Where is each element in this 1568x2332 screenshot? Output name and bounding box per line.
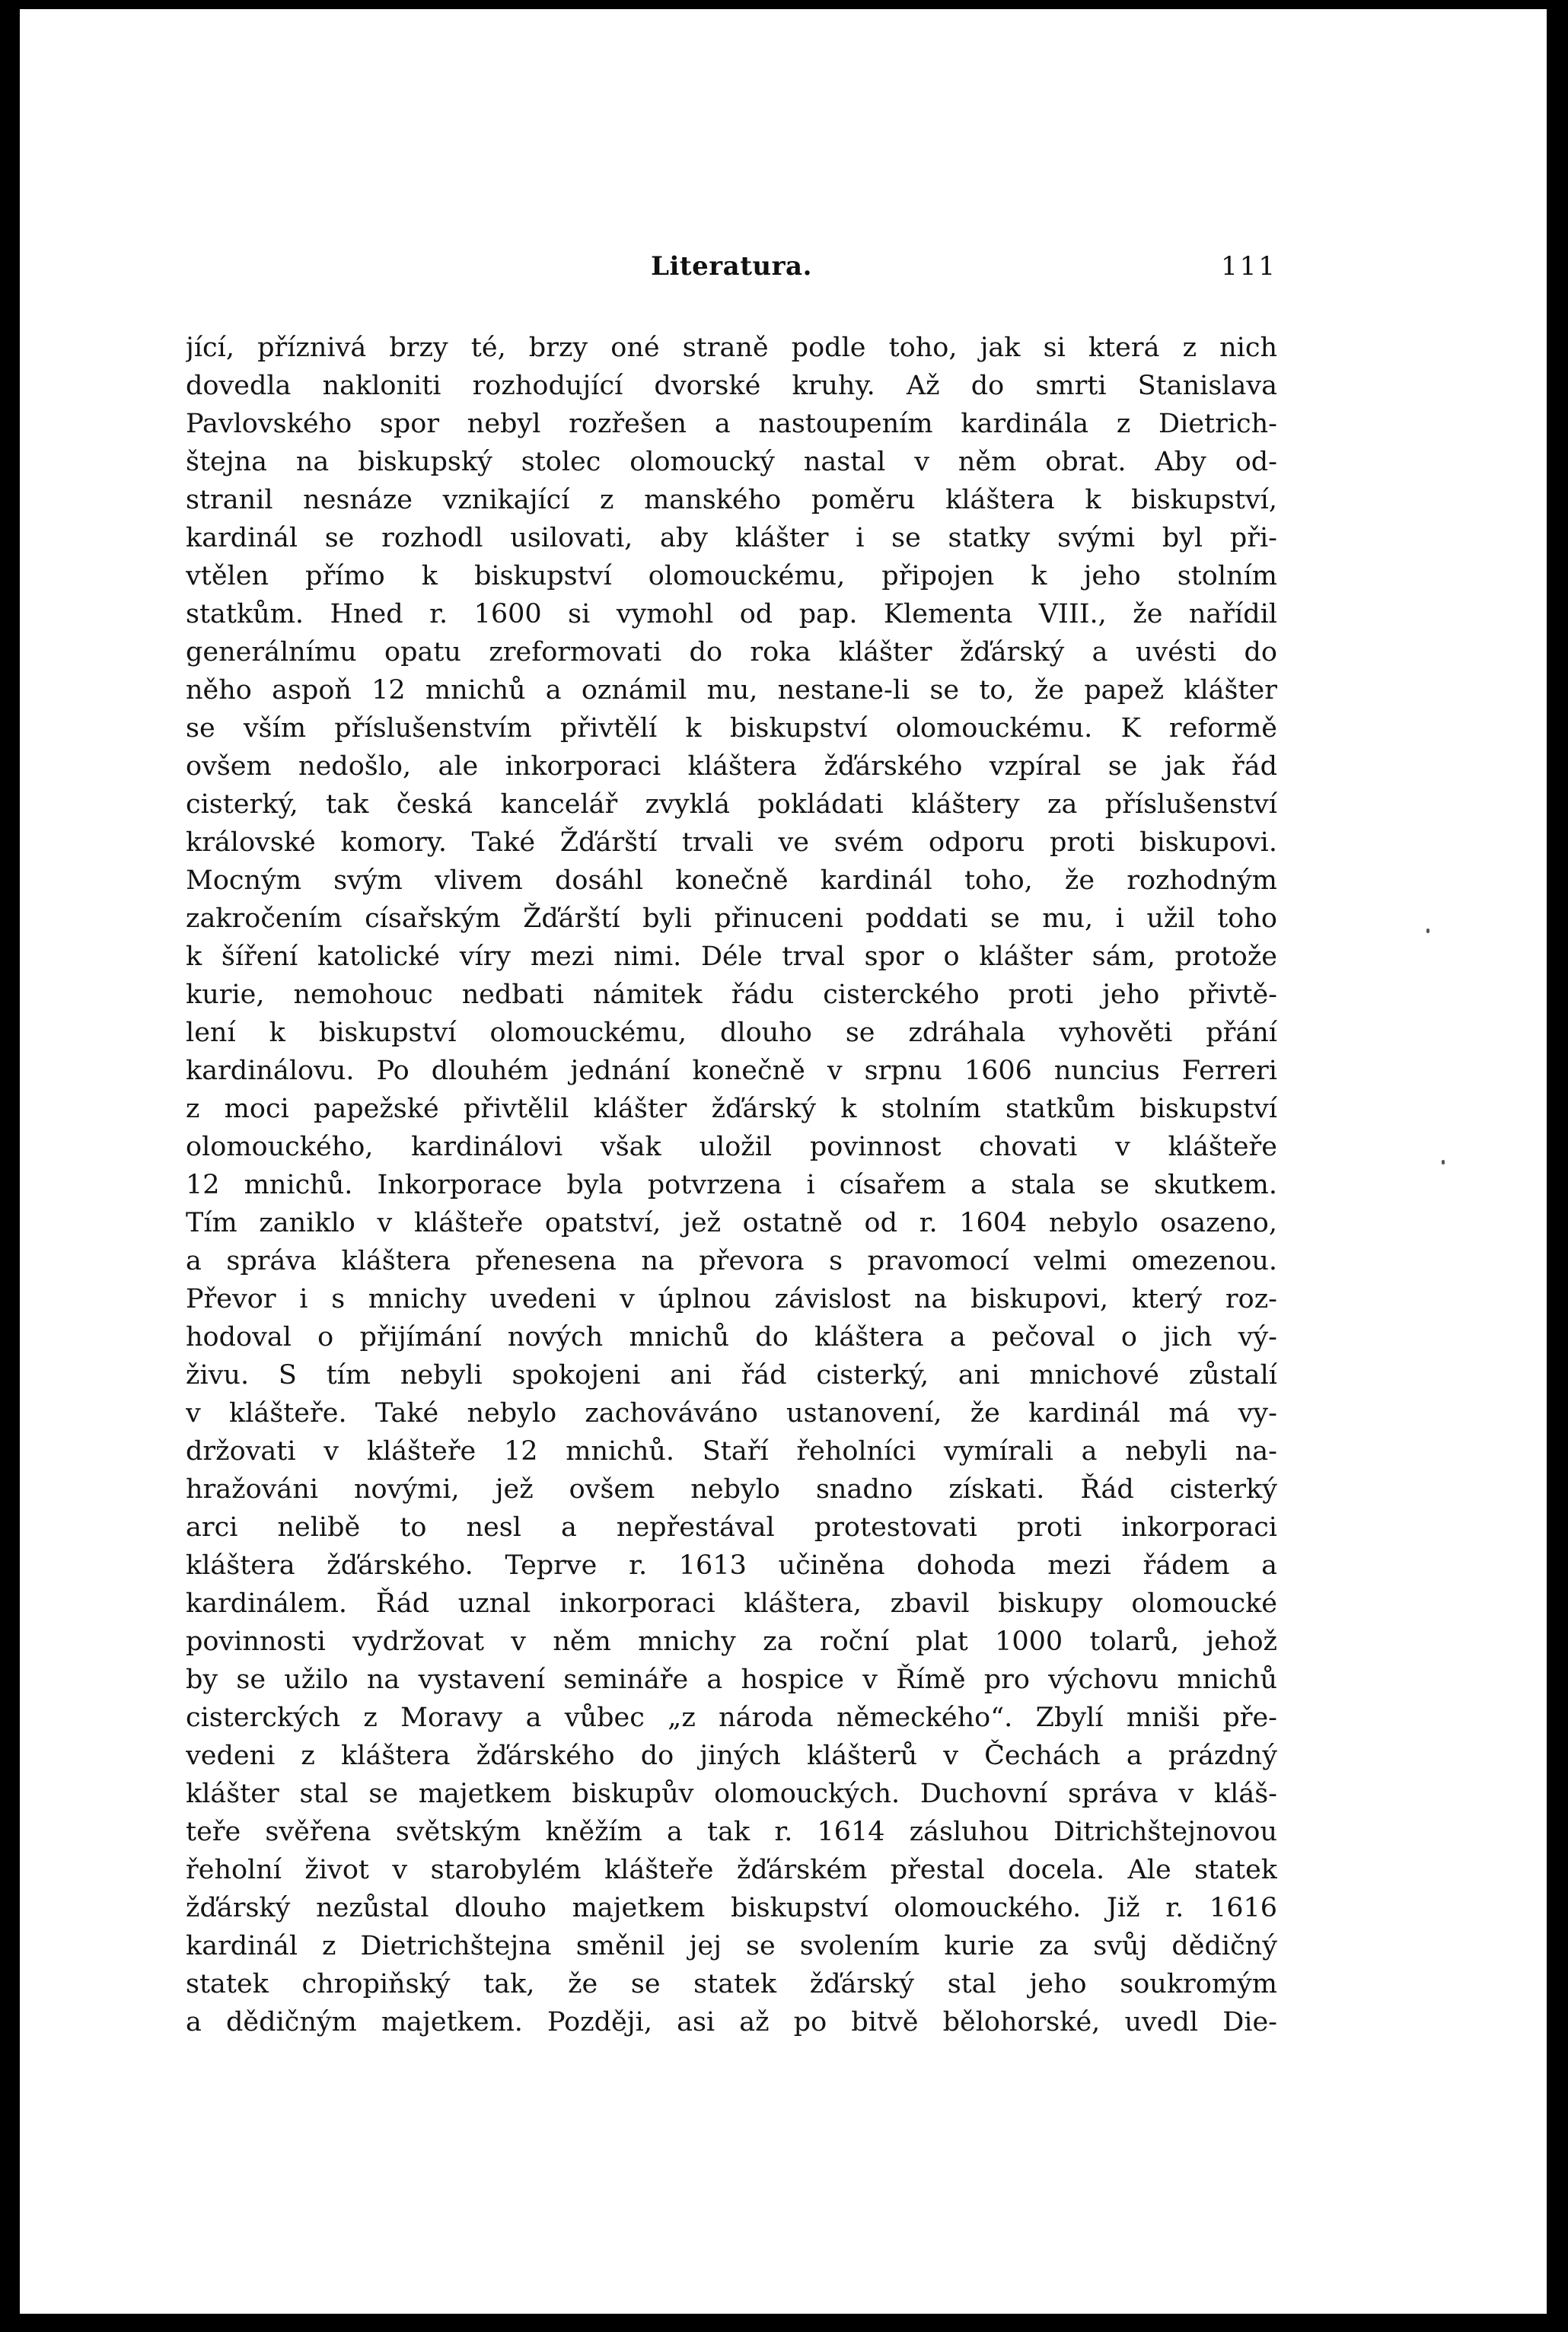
text-line: lení k biskupství olomouckému, dlouho se zdráhala vyhověti přání [186,1018,1277,1048]
text-line: a správa kláštera přenesena na převora s pravomocí velmi omezenou. [186,1246,1277,1276]
text-line: Mocným svým vlivem dosáhl konečně kardinál toho, že rozhodným [186,865,1277,896]
text-line: povinnosti vydržovat v něm mnichy za roční plat 1000 tolarů, jehož [186,1626,1277,1657]
text-line: statek chropiňský tak, že se statek žďárský stal jeho soukromým [186,1969,1277,1999]
text-line: vedeni z kláštera žďárského do jiných klášterů v Čechách a prázdný [186,1741,1277,1771]
text-line: Pavlovského spor nebyl rozřešen a nastoupením kardinála z Dietrich- [186,409,1277,439]
text-line: něho aspoň 12 mnichů a oznámil mu, nestane-li se to, že papež klášter [186,675,1277,706]
text-line: generálnímu opatu zreformovati do roka klášter žďárský a uvésti do [186,637,1277,667]
text-line: kláštera žďárského. Teprve r. 1613 učiněna dohoda mezi řádem a [186,1550,1277,1581]
book-page [9,9,1551,2314]
running-head [186,251,1277,297]
text-line: k šíření katolické víry mezi nimi. Déle trval spor o klášter sám, protože [186,941,1277,972]
text-line: teře svěřena světským kněžím a tak r. 1614 zásluhou Ditrichštejnovou [186,1817,1277,1847]
text-line: kardinálem. Řád uznal inkorporaci kláštera, zbavil biskupy olomoucké [186,1588,1277,1619]
text-line: z moci papežské přivtělil klášter žďárský k stolním statkům biskupství [186,1094,1277,1124]
text-line: arci nelibě to nesl a nepřestával protestovati proti inkorporaci [186,1512,1277,1543]
text-line: kardinál z Dietrichštejna směnil jej se svolením kurie za svůj dědičný [186,1931,1277,1961]
body-text [186,329,1277,2041]
text-line: štejna na biskupský stolec olomoucký nastal v něm obrat. Aby od- [186,447,1277,477]
page-number: 111 [1221,251,1277,282]
text-line: kurie, nemohouc nedbati námitek řádu cisterckého proti jeho přivtě- [186,980,1277,1010]
text-line: hodoval o přijímání nových mnichů do kláštera a pečoval o jich vý- [186,1322,1277,1352]
running-title: Literatura. [651,251,812,282]
text-line: hražováni novými, jež ovšem nebylo snadno získati. Řád cisterký [186,1474,1277,1505]
text-line: by se užilo na vystavení semináře a hospice v Římě pro výchovu mnichů [186,1665,1277,1695]
text-line: kardinál se rozhodl usilovati, aby klášter i se statky svými byl při- [186,523,1277,553]
text-line: a dědičným majetkem. Později, asi až po bitvě bělohorské, uvedl Die- [186,2007,1277,2037]
text-line: se vším příslušenstvím přivtělí k biskupství olomouckému. K reformě [186,713,1277,744]
text-line: 12 mnichů. Inkorporace byla potvrzena i císařem a stala se skutkem. [186,1170,1277,1200]
text-line: olomouckého, kardinálovi však uložil povinnost chovati v klášteře [186,1132,1277,1162]
text-line: stranil nesnáze vznikající z manského poměru kláštera k biskupství, [186,485,1277,515]
text-line: v klášteře. Také nebylo zachováváno ustanovení, že kardinál má vy- [186,1398,1277,1429]
scan-speck [1426,929,1429,933]
text-line: cisterckých z Moravy a vůbec „z národa německého“. Zbylí mniši pře- [186,1703,1277,1733]
text-line: zakročením císařským Žďárští byli přinuceni poddati se mu, i užil toho [186,903,1277,934]
scan-speck [1442,1160,1445,1164]
text-line: živu. S tím nebyli spokojeni ani řád cisterký, ani mnichové zůstalí [186,1360,1277,1391]
text-line: královské komory. Také Žďárští trvali ve svém odporu proti biskupovi. [186,827,1277,858]
text-line: jící, příznivá brzy té, brzy oné straně podle toho, jak si která z nich [186,333,1277,363]
text-line: cisterký, tak česká kancelář zvyklá pokládati kláštery za příslušenství [186,789,1277,820]
text-line: žďárský nezůstal dlouho majetkem biskupství olomouckého. Již r. 1616 [186,1893,1277,1923]
text-line: dovedla nakloniti rozhodující dvorské kruhy. Až do smrti Stanislava [186,371,1277,401]
text-line: klášter stal se majetkem biskupův olomouckých. Duchovní správa v kláš- [186,1779,1277,1809]
text-line: Převor i s mnichy uvedeni v úplnou závislost na biskupovi, který roz- [186,1284,1277,1314]
text-line: ovšem nedošlo, ale inkorporaci kláštera žďárského vzpíral se jak řád [186,751,1277,782]
text-line: statkům. Hned r. 1600 si vymohl od pap. Klementa VIII., že nařídil [186,599,1277,629]
text-line: kardinálovu. Po dlouhém jednání konečně v srpnu 1606 nuncius Ferreri [186,1056,1277,1086]
text-line: vtělen přímo k biskupství olomouckému, připojen k jeho stolním [186,561,1277,591]
text-line: Tím zaniklo v klášteře opatství, jež ostatně od r. 1604 nebylo osazeno, [186,1208,1277,1238]
text-line: držovati v klášteře 12 mnichů. Staří řeholníci vymírali a nebyli na- [186,1436,1277,1467]
text-line: řeholní život v starobylém klášteře žďárském přestal docela. Ale statek [186,1855,1277,1885]
